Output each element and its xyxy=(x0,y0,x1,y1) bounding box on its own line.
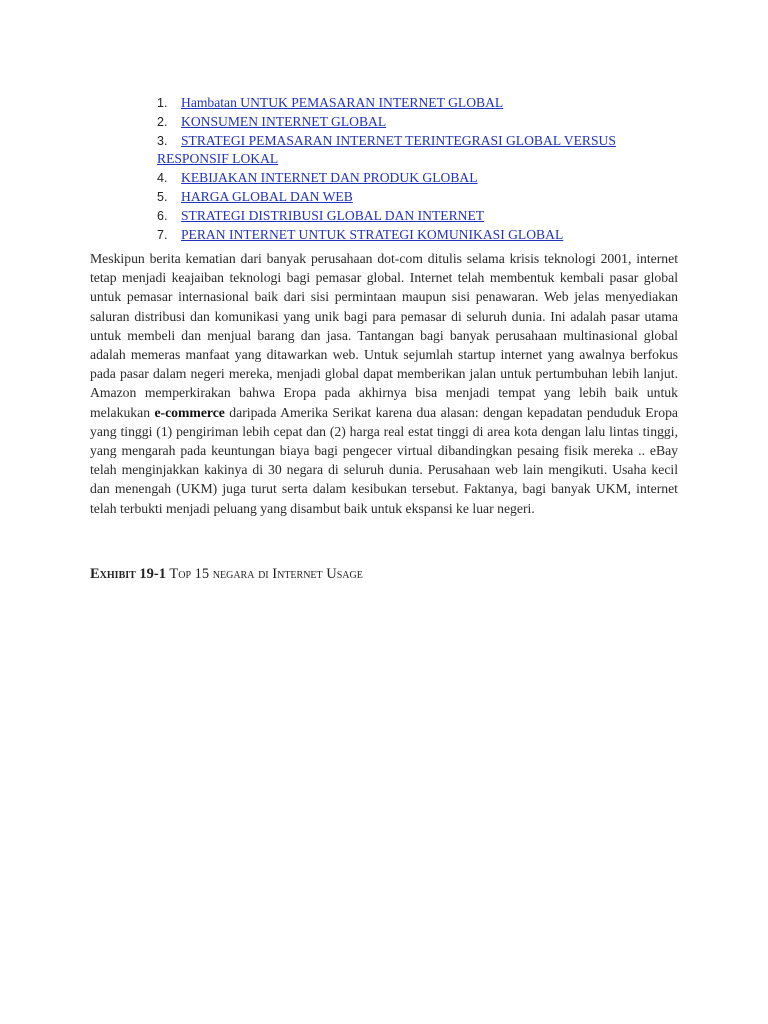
toc-item-1 xyxy=(157,94,637,113)
toc-item-5 xyxy=(157,188,637,207)
exhibit-caption xyxy=(90,565,363,583)
toc-link-hambatan[interactable]: Hambatan UNTUK PEMASARAN INTERNET GLOBAL xyxy=(181,95,504,110)
exhibit-sage: sage xyxy=(336,566,363,582)
toc-link-peran-internet[interactable]: PERAN INTERNET UNTUK STRATEGI KOMUNIKASI GLOBAL xyxy=(181,226,564,242)
toc-number: 4. xyxy=(157,171,168,186)
exhibit-t: T xyxy=(169,566,179,582)
toc-item-7 xyxy=(157,226,637,245)
bold-term-ecommerce: e-commerce xyxy=(154,404,225,420)
exhibit-u: U xyxy=(326,566,337,582)
toc-item-4 xyxy=(157,169,637,188)
exhibit-nternet: nternet xyxy=(277,566,323,582)
toc-number: 2. xyxy=(157,114,168,129)
body-text-part1: Meskipun berita kematian dari banyak perusahaan dot-com ditulis selama krisis teknologi 2001, internet tetap menjadi keajaiban teknologi bagi pemasar global. Internet telah membentuk kembali pasar global untuk pemasar internasional baik dari sisi permintaan maupun sisi penawaran. Web jelas menyediakan saluran distribusi dan komunikasi yang unik bagi para pemasar di seluruh dunia. Ini adalah pasar utama untuk membeli dan menjual barang dan jasa. Tantangan bagi banyak perusahaan multinasional global adalah memeras manfaat yang ditawarkan web. Untuk sejumlah startup internet yang awalnya berfokus pada pasar dalam negeri mereka, menjadi global dapat memberikan jalan untuk pertumbuhan lebih lanjut. Amazon memperkirakan bahwa Eropa pada akhirnya bisa menjadi tempat yang lebih baik untuk melakukan xyxy=(90,251,678,420)
toc-link-strategi-distribusi[interactable]: STRATEGI DISTRIBUSI GLOBAL DAN INTERNET xyxy=(181,207,485,223)
toc-link-harga[interactable]: HARGA GLOBAL DAN WEB xyxy=(181,188,353,204)
exhibit-number: 19-1 xyxy=(139,566,167,582)
toc-item-2 xyxy=(157,113,637,132)
exhibit-op: op 15 negara di xyxy=(178,566,269,582)
exhibit-label xyxy=(90,566,166,582)
toc-number: 7. xyxy=(157,227,168,242)
toc-number: 1. xyxy=(157,96,168,110)
toc-item-6 xyxy=(157,207,637,226)
exhibit-xhibit: xhibit xyxy=(99,566,136,582)
exhibit-i: I xyxy=(272,566,278,582)
toc-item-3 xyxy=(157,132,637,170)
toc-number: 3. xyxy=(157,133,168,148)
toc-number: 5. xyxy=(157,189,168,204)
table-of-contents xyxy=(157,94,637,244)
toc-number: 6. xyxy=(157,208,168,223)
body-text-part2: daripada Amerika Serikat karena dua alasan: dengan kepadatan penduduk Eropa yang tinggi (1) pengiriman lebih cepat dan (2) harga real estat tinggi di area kota dengan lalu lintas tinggi, yang mengarah pada keuntungan biaya bagi pengecer virtual dibandingkan pesaing fisik mereka .. eBay telah menginjakkan kakinya di 30 negara di seluruh dunia. Perusahaan web lain mengikuti. Usaha kecil dan menengah (UKM) juga turut serta dalam kesibukan tersebut. Faktanya, bagi banyak UKM, internet telah terbukti menjadi peluang yang disambut baik untuk ekspansi ke luar negeri. xyxy=(90,404,678,516)
toc-link-konsumen[interactable]: KONSUMEN INTERNET GLOBAL xyxy=(181,113,387,129)
body-paragraph xyxy=(90,249,678,518)
exhibit-e: E xyxy=(90,566,100,582)
toc-link-strategi-pemasaran-cont[interactable]: RESPONSIF LOKAL xyxy=(157,151,279,167)
toc-link-strategi-pemasaran[interactable]: STRATEGI PEMASARAN INTERNET TERINTEGRASI GLOBAL VERSUS xyxy=(181,132,616,148)
toc-link-kebijakan[interactable]: KEBIJAKAN INTERNET DAN PRODUK GLOBAL xyxy=(181,170,478,186)
